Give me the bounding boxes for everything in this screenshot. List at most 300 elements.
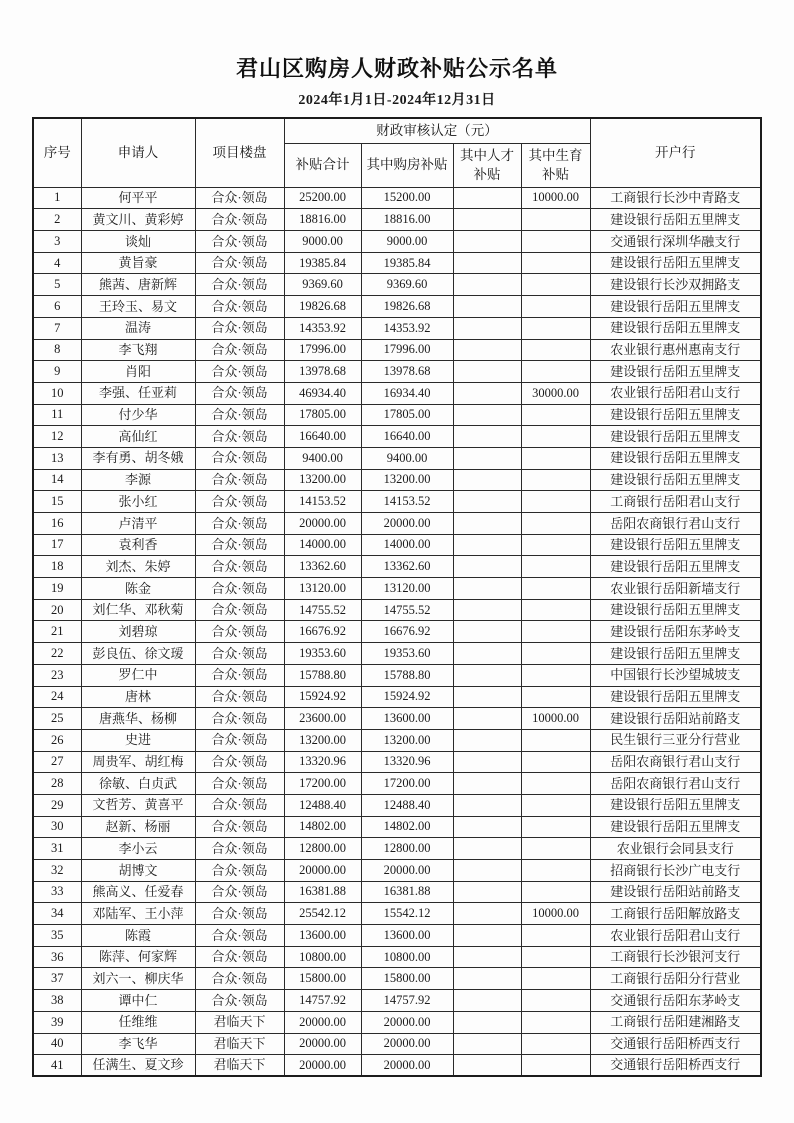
cell-project: 合众·领岛 [195, 925, 284, 947]
table-row [33, 816, 761, 838]
cell-bank: 建设银行岳阳五里牌支 [590, 534, 761, 556]
cell-birth-subsidy [521, 946, 590, 968]
table-row [33, 621, 761, 643]
col-header-total: 补贴合计 [284, 143, 361, 187]
cell-applicant: 王玲玉、易文 [81, 296, 195, 318]
cell-talent-subsidy [453, 664, 521, 686]
cell-bank: 建设银行岳阳五里牌支 [590, 296, 761, 318]
table-row [33, 426, 761, 448]
cell-housing-subsidy: 9000.00 [361, 231, 453, 253]
cell-talent-subsidy [453, 382, 521, 404]
cell-bank: 岳阳农商银行君山支行 [590, 513, 761, 535]
cell-index: 31 [33, 838, 81, 860]
cell-project: 合众·领岛 [195, 773, 284, 795]
cell-housing-subsidy: 9369.60 [361, 274, 453, 296]
cell-index: 2 [33, 209, 81, 231]
cell-index: 33 [33, 881, 81, 903]
cell-birth-subsidy [521, 404, 590, 426]
cell-birth-subsidy [521, 339, 590, 361]
cell-birth-subsidy [521, 881, 590, 903]
cell-birth-subsidy [521, 1055, 590, 1077]
cell-bank: 民生银行三亚分行营业 [590, 729, 761, 751]
table-row [33, 1055, 761, 1077]
table-row [33, 968, 761, 990]
cell-talent-subsidy [453, 187, 521, 209]
cell-talent-subsidy [453, 426, 521, 448]
cell-bank: 建设银行岳阳五里牌支 [590, 599, 761, 621]
cell-housing-subsidy: 16640.00 [361, 426, 453, 448]
cell-housing-subsidy: 13200.00 [361, 469, 453, 491]
cell-birth-subsidy [521, 361, 590, 383]
cell-birth-subsidy [521, 296, 590, 318]
cell-birth-subsidy: 30000.00 [521, 382, 590, 404]
cell-total: 23600.00 [284, 708, 361, 730]
cell-talent-subsidy [453, 729, 521, 751]
cell-project: 君临天下 [195, 1011, 284, 1033]
cell-index: 15 [33, 491, 81, 513]
table-row [33, 794, 761, 816]
cell-total: 19826.68 [284, 296, 361, 318]
cell-talent-subsidy [453, 578, 521, 600]
cell-total: 46934.40 [284, 382, 361, 404]
cell-total: 15800.00 [284, 968, 361, 990]
cell-housing-subsidy: 13978.68 [361, 361, 453, 383]
cell-housing-subsidy: 20000.00 [361, 1055, 453, 1077]
cell-project: 君临天下 [195, 1033, 284, 1055]
cell-talent-subsidy [453, 556, 521, 578]
cell-birth-subsidy [521, 1033, 590, 1055]
cell-birth-subsidy [521, 773, 590, 795]
cell-total: 18816.00 [284, 209, 361, 231]
cell-housing-subsidy: 15788.80 [361, 664, 453, 686]
cell-housing-subsidy: 19385.84 [361, 252, 453, 274]
cell-talent-subsidy [453, 643, 521, 665]
cell-total: 13200.00 [284, 469, 361, 491]
cell-project: 合众·领岛 [195, 317, 284, 339]
cell-applicant: 李强、任亚莉 [81, 382, 195, 404]
cell-talent-subsidy [453, 513, 521, 535]
cell-bank: 工商银行岳阳建湘路支 [590, 1011, 761, 1033]
cell-total: 14153.52 [284, 491, 361, 513]
cell-project: 合众·领岛 [195, 578, 284, 600]
cell-index: 37 [33, 968, 81, 990]
table-row [33, 838, 761, 860]
cell-applicant: 高仙红 [81, 426, 195, 448]
cell-project: 合众·领岛 [195, 296, 284, 318]
table-row [33, 1033, 761, 1055]
cell-talent-subsidy [453, 1011, 521, 1033]
cell-talent-subsidy [453, 773, 521, 795]
cell-housing-subsidy: 15924.92 [361, 686, 453, 708]
table-header [33, 118, 761, 187]
cell-index: 11 [33, 404, 81, 426]
table-body [33, 187, 761, 1076]
cell-total: 17805.00 [284, 404, 361, 426]
cell-birth-subsidy [521, 231, 590, 253]
cell-applicant: 张小红 [81, 491, 195, 513]
cell-bank: 农业银行岳阳君山支行 [590, 382, 761, 404]
cell-total: 14000.00 [284, 534, 361, 556]
cell-bank: 农业银行惠州惠南支行 [590, 339, 761, 361]
cell-index: 6 [33, 296, 81, 318]
cell-project: 合众·领岛 [195, 664, 284, 686]
cell-total: 16381.88 [284, 881, 361, 903]
cell-project: 合众·领岛 [195, 469, 284, 491]
cell-talent-subsidy [453, 903, 521, 925]
cell-talent-subsidy [453, 1055, 521, 1077]
cell-applicant: 温涛 [81, 317, 195, 339]
cell-applicant: 陈金 [81, 578, 195, 600]
cell-project: 合众·领岛 [195, 231, 284, 253]
cell-talent-subsidy [453, 686, 521, 708]
cell-applicant: 刘六一、柳庆华 [81, 968, 195, 990]
cell-applicant: 文哲芳、黄喜平 [81, 794, 195, 816]
cell-birth-subsidy: 10000.00 [521, 903, 590, 925]
cell-talent-subsidy [453, 317, 521, 339]
cell-project: 合众·领岛 [195, 838, 284, 860]
subsidy-table [32, 117, 762, 1077]
cell-total: 15924.92 [284, 686, 361, 708]
cell-total: 25200.00 [284, 187, 361, 209]
cell-project: 合众·领岛 [195, 621, 284, 643]
cell-birth-subsidy: 10000.00 [521, 708, 590, 730]
cell-housing-subsidy: 15542.12 [361, 903, 453, 925]
table-row [33, 361, 761, 383]
cell-birth-subsidy [521, 534, 590, 556]
cell-talent-subsidy [453, 252, 521, 274]
cell-bank: 建设银行岳阳五里牌支 [590, 816, 761, 838]
cell-total: 13362.60 [284, 556, 361, 578]
cell-applicant: 李源 [81, 469, 195, 491]
cell-index: 22 [33, 643, 81, 665]
cell-index: 19 [33, 578, 81, 600]
cell-project: 合众·领岛 [195, 534, 284, 556]
cell-talent-subsidy [453, 860, 521, 882]
cell-bank: 农业银行会同县支行 [590, 838, 761, 860]
cell-applicant: 何平平 [81, 187, 195, 209]
cell-housing-subsidy: 17805.00 [361, 404, 453, 426]
cell-talent-subsidy [453, 925, 521, 947]
col-header-housing: 其中购房补贴 [361, 143, 453, 187]
cell-total: 14757.92 [284, 990, 361, 1012]
cell-applicant: 罗仁中 [81, 664, 195, 686]
cell-birth-subsidy [521, 838, 590, 860]
cell-project: 合众·领岛 [195, 556, 284, 578]
cell-housing-subsidy: 19353.60 [361, 643, 453, 665]
cell-talent-subsidy [453, 968, 521, 990]
cell-birth-subsidy [521, 1011, 590, 1033]
cell-birth-subsidy [521, 209, 590, 231]
cell-project: 合众·领岛 [195, 339, 284, 361]
cell-talent-subsidy [453, 404, 521, 426]
cell-total: 13200.00 [284, 729, 361, 751]
cell-total: 9369.60 [284, 274, 361, 296]
cell-total: 16676.92 [284, 621, 361, 643]
table-row [33, 903, 761, 925]
table-row [33, 664, 761, 686]
cell-applicant: 刘碧琼 [81, 621, 195, 643]
cell-talent-subsidy [453, 447, 521, 469]
cell-project: 君临天下 [195, 1055, 284, 1077]
cell-total: 13120.00 [284, 578, 361, 600]
cell-housing-subsidy: 13320.96 [361, 751, 453, 773]
cell-project: 合众·领岛 [195, 447, 284, 469]
cell-applicant: 任维维 [81, 1011, 195, 1033]
cell-total: 9000.00 [284, 231, 361, 253]
table-row [33, 751, 761, 773]
col-header-birth: 其中生育补贴 [521, 143, 590, 187]
cell-applicant: 肖阳 [81, 361, 195, 383]
cell-talent-subsidy [453, 838, 521, 860]
table-row [33, 773, 761, 795]
cell-index: 13 [33, 447, 81, 469]
cell-total: 19385.84 [284, 252, 361, 274]
cell-talent-subsidy [453, 1033, 521, 1055]
cell-bank: 建设银行岳阳五里牌支 [590, 252, 761, 274]
cell-index: 8 [33, 339, 81, 361]
cell-applicant: 谈灿 [81, 231, 195, 253]
cell-talent-subsidy [453, 816, 521, 838]
cell-applicant: 唐林 [81, 686, 195, 708]
table-row [33, 881, 761, 903]
cell-bank: 建设银行岳阳五里牌支 [590, 794, 761, 816]
cell-total: 20000.00 [284, 1033, 361, 1055]
cell-total: 14353.92 [284, 317, 361, 339]
cell-index: 18 [33, 556, 81, 578]
cell-bank: 工商银行长沙中青路支 [590, 187, 761, 209]
cell-total: 15788.80 [284, 664, 361, 686]
cell-index: 1 [33, 187, 81, 209]
col-header-project: 项目楼盘 [195, 118, 284, 187]
cell-total: 9400.00 [284, 447, 361, 469]
cell-housing-subsidy: 12800.00 [361, 838, 453, 860]
cell-index: 7 [33, 317, 81, 339]
cell-bank: 建设银行岳阳站前路支 [590, 708, 761, 730]
cell-index: 12 [33, 426, 81, 448]
cell-talent-subsidy [453, 469, 521, 491]
cell-housing-subsidy: 17200.00 [361, 773, 453, 795]
cell-housing-subsidy: 20000.00 [361, 1033, 453, 1055]
cell-total: 20000.00 [284, 860, 361, 882]
cell-housing-subsidy: 17996.00 [361, 339, 453, 361]
cell-project: 合众·领岛 [195, 729, 284, 751]
cell-birth-subsidy [521, 925, 590, 947]
cell-bank: 招商银行长沙广电支行 [590, 860, 761, 882]
cell-talent-subsidy [453, 339, 521, 361]
cell-birth-subsidy [521, 968, 590, 990]
cell-birth-subsidy [521, 317, 590, 339]
table-row [33, 469, 761, 491]
cell-housing-subsidy: 20000.00 [361, 1011, 453, 1033]
col-header-audit-group: 财政审核认定（元） [284, 118, 590, 143]
cell-birth-subsidy [521, 990, 590, 1012]
cell-total: 13600.00 [284, 925, 361, 947]
cell-bank: 农业银行岳阳新墙支行 [590, 578, 761, 600]
cell-housing-subsidy: 13600.00 [361, 925, 453, 947]
cell-project: 合众·领岛 [195, 751, 284, 773]
cell-applicant: 周贵军、胡红梅 [81, 751, 195, 773]
cell-index: 4 [33, 252, 81, 274]
cell-talent-subsidy [453, 881, 521, 903]
col-header-applicant: 申请人 [81, 118, 195, 187]
cell-index: 23 [33, 664, 81, 686]
cell-bank: 工商银行长沙银河支行 [590, 946, 761, 968]
cell-total: 13320.96 [284, 751, 361, 773]
cell-bank: 建设银行岳阳五里牌支 [590, 209, 761, 231]
cell-applicant: 袁利香 [81, 534, 195, 556]
cell-project: 合众·领岛 [195, 816, 284, 838]
cell-birth-subsidy [521, 469, 590, 491]
cell-project: 合众·领岛 [195, 209, 284, 231]
cell-housing-subsidy: 20000.00 [361, 860, 453, 882]
cell-birth-subsidy [521, 621, 590, 643]
cell-applicant: 彭良伍、徐文瑷 [81, 643, 195, 665]
page-title: 君山区购房人财政补贴公示名单 [235, 56, 558, 81]
cell-index: 25 [33, 708, 81, 730]
cell-housing-subsidy: 13600.00 [361, 708, 453, 730]
cell-project: 合众·领岛 [195, 643, 284, 665]
cell-total: 20000.00 [284, 1055, 361, 1077]
cell-birth-subsidy: 10000.00 [521, 187, 590, 209]
cell-birth-subsidy [521, 794, 590, 816]
cell-bank: 建设银行岳阳五里牌支 [590, 404, 761, 426]
cell-talent-subsidy [453, 990, 521, 1012]
table-row [33, 231, 761, 253]
cell-project: 合众·领岛 [195, 968, 284, 990]
cell-talent-subsidy [453, 361, 521, 383]
cell-housing-subsidy: 16676.92 [361, 621, 453, 643]
cell-housing-subsidy: 10800.00 [361, 946, 453, 968]
cell-birth-subsidy [521, 578, 590, 600]
cell-applicant: 邓陆军、王小萍 [81, 903, 195, 925]
cell-index: 3 [33, 231, 81, 253]
cell-total: 20000.00 [284, 1011, 361, 1033]
cell-project: 合众·领岛 [195, 794, 284, 816]
table-row [33, 946, 761, 968]
cell-applicant: 熊高义、任爱春 [81, 881, 195, 903]
cell-talent-subsidy [453, 491, 521, 513]
table-row [33, 1011, 761, 1033]
cell-housing-subsidy: 19826.68 [361, 296, 453, 318]
table-row [33, 556, 761, 578]
cell-applicant: 刘杰、朱婷 [81, 556, 195, 578]
cell-index: 38 [33, 990, 81, 1012]
cell-birth-subsidy [521, 729, 590, 751]
cell-applicant: 黄文川、黄彩婷 [81, 209, 195, 231]
cell-birth-subsidy [521, 274, 590, 296]
cell-project: 合众·领岛 [195, 686, 284, 708]
cell-bank: 交通银行岳阳桥西支行 [590, 1055, 761, 1077]
cell-housing-subsidy: 14353.92 [361, 317, 453, 339]
cell-applicant: 任满生、夏文珍 [81, 1055, 195, 1077]
table-row [33, 643, 761, 665]
table-row [33, 296, 761, 318]
cell-applicant: 刘仁华、邓秋菊 [81, 599, 195, 621]
cell-index: 9 [33, 361, 81, 383]
cell-housing-subsidy: 15800.00 [361, 968, 453, 990]
cell-project: 合众·领岛 [195, 404, 284, 426]
cell-bank: 建设银行岳阳东茅岭支 [590, 621, 761, 643]
col-header-index: 序号 [33, 118, 81, 187]
cell-talent-subsidy [453, 231, 521, 253]
cell-index: 10 [33, 382, 81, 404]
cell-applicant: 赵新、杨丽 [81, 816, 195, 838]
cell-bank: 农业银行岳阳君山支行 [590, 925, 761, 947]
table-row [33, 578, 761, 600]
cell-index: 36 [33, 946, 81, 968]
cell-index: 14 [33, 469, 81, 491]
cell-bank: 中国银行长沙望城坡支 [590, 664, 761, 686]
cell-total: 13978.68 [284, 361, 361, 383]
cell-housing-subsidy: 14755.52 [361, 599, 453, 621]
cell-project: 合众·领岛 [195, 903, 284, 925]
table-row [33, 317, 761, 339]
date-range-subtitle: 2024年1月1日-2024年12月31日 [298, 93, 496, 108]
cell-birth-subsidy [521, 816, 590, 838]
table-row [33, 513, 761, 535]
cell-birth-subsidy [521, 491, 590, 513]
cell-applicant: 陈霞 [81, 925, 195, 947]
cell-total: 17200.00 [284, 773, 361, 795]
table-row [33, 274, 761, 296]
cell-index: 39 [33, 1011, 81, 1033]
cell-total: 12800.00 [284, 838, 361, 860]
cell-total: 14802.00 [284, 816, 361, 838]
cell-talent-subsidy [453, 534, 521, 556]
cell-index: 40 [33, 1033, 81, 1055]
cell-total: 16640.00 [284, 426, 361, 448]
cell-housing-subsidy: 13120.00 [361, 578, 453, 600]
cell-index: 32 [33, 860, 81, 882]
cell-bank: 建设银行岳阳五里牌支 [590, 469, 761, 491]
cell-bank: 交通银行岳阳桥西支行 [590, 1033, 761, 1055]
cell-birth-subsidy [521, 860, 590, 882]
cell-total: 14755.52 [284, 599, 361, 621]
cell-bank: 建设银行岳阳五里牌支 [590, 361, 761, 383]
cell-total: 10800.00 [284, 946, 361, 968]
cell-housing-subsidy: 13362.60 [361, 556, 453, 578]
cell-birth-subsidy [521, 664, 590, 686]
table-row [33, 729, 761, 751]
table-row [33, 187, 761, 209]
cell-index: 20 [33, 599, 81, 621]
cell-talent-subsidy [453, 599, 521, 621]
cell-applicant: 李飞翔 [81, 339, 195, 361]
cell-talent-subsidy [453, 708, 521, 730]
cell-index: 16 [33, 513, 81, 535]
cell-project: 合众·领岛 [195, 946, 284, 968]
cell-housing-subsidy: 13200.00 [361, 729, 453, 751]
cell-index: 17 [33, 534, 81, 556]
table-row [33, 708, 761, 730]
cell-housing-subsidy: 15200.00 [361, 187, 453, 209]
cell-index: 24 [33, 686, 81, 708]
cell-housing-subsidy: 20000.00 [361, 513, 453, 535]
cell-housing-subsidy: 14000.00 [361, 534, 453, 556]
table-row [33, 686, 761, 708]
table-row [33, 925, 761, 947]
table-row [33, 382, 761, 404]
cell-talent-subsidy [453, 751, 521, 773]
cell-index: 30 [33, 816, 81, 838]
cell-birth-subsidy [521, 686, 590, 708]
cell-talent-subsidy [453, 946, 521, 968]
cell-index: 28 [33, 773, 81, 795]
cell-housing-subsidy: 9400.00 [361, 447, 453, 469]
cell-applicant: 卢清平 [81, 513, 195, 535]
cell-applicant: 付少华 [81, 404, 195, 426]
cell-index: 29 [33, 794, 81, 816]
